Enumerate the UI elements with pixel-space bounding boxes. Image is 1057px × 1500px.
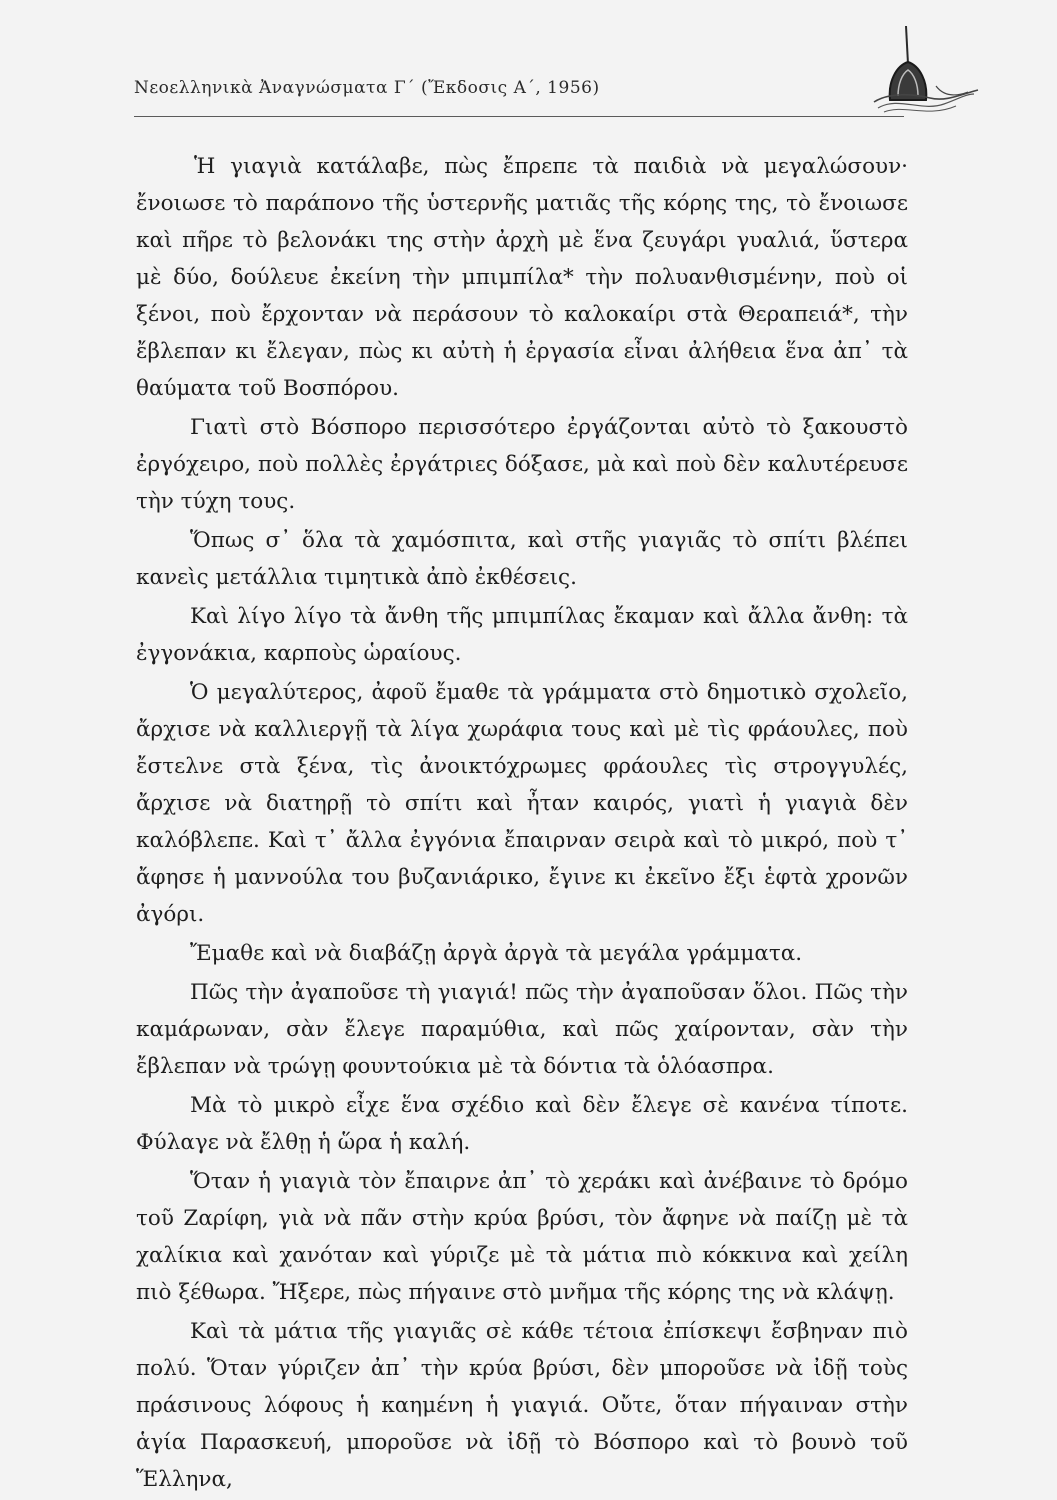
- paragraph: Ἔμαθε καὶ νὰ διαβάζῃ ἀργὰ ἀργὰ τὰ μεγάλα γράμματα.: [190, 941, 803, 966]
- ink-stamp-icon: [870, 24, 980, 128]
- header-rule: [134, 116, 904, 117]
- running-header: [134, 78, 904, 106]
- paragraph: Πῶς τὴν ἀγαποῦσε τὴ γιαγιά! πῶς τὴν ἀγαποῦσαν ὅλοι. Πῶς τὴν καμάρωναν, σὰν ἔλεγε παραμύθια, καὶ πῶς χαίρονταν, σὰν τὴν ἔβλεπαν νὰ τρώγῃ φουντούκια μὲ τὰ δόντια τὰ ὁλόασπρα.: [136, 980, 908, 1079]
- body-text: [136, 148, 908, 1500]
- paragraph: Καὶ λίγο λίγο τὰ ἄνθη τῆς μπιμπίλας ἔκαμαν καὶ ἄλλα ἄνθη: τὰ ἐγγονάκια, καρποὺς ὡραίους.: [136, 604, 908, 666]
- paragraph: Γιατὶ στὸ Βόσπορο περισσότερο ἐργάζονται αὐτὸ τὸ ξακουστὸ ἐργόχειρο, ποὺ πολλὲς ἐργάτριες δόξασε, μὰ καὶ ποὺ δὲν καλυτέρευσε τὴν τύχη τους.: [136, 415, 908, 514]
- paragraph: Μὰ τὸ μικρὸ εἶχε ἕνα σχέδιο καὶ δὲν ἔλεγε σὲ κανένα τίποτε. Φύλαγε νὰ ἔλθῃ ἡ ὥρα ἡ καλή.: [136, 1093, 908, 1155]
- running-title: Νεοελληνικὰ Ἀναγνώσματα Γ΄ (Ἔκδοσις Α΄, 1956): [134, 78, 600, 98]
- paragraph: Καὶ τὰ μάτια τῆς γιαγιᾶς σὲ κάθε τέτοια ἐπίσκεψι ἔσβηναν πιὸ πολύ. Ὅταν γύριζεν ἀπ᾽ τὴν κρύα βρύσι, δὲν μποροῦσε νὰ ἰδῇ τοὺς πράσινους λόφους ἡ καημένη ἡ γιαγιά. Οὔτε, ὅταν πήγαιναν στὴν ἁγία Παρασκευή, μποροῦσε νὰ ἰδῇ τὸ Βόσπορο καὶ τὸ βουνὸ τοῦ Ἕλληνα,: [136, 1319, 908, 1492]
- paragraph: Ὁ μεγαλύτερος, ἀφοῦ ἔμαθε τὰ γράμματα στὸ δημοτικὸ σχολεῖο, ἄρχισε νὰ καλλιεργῇ τὰ λίγα χωράφια τους καὶ μὲ τὶς φράουλες, ποὺ ἔστελνε στὰ ξένα, τὶς ἀνοικτόχρωμες φράουλες τὶς στρογγυλές, ἄρχισε νὰ διατηρῇ τὸ σπίτι καὶ ἦταν καιρός, γιατὶ ἡ γιαγιὰ δὲν καλόβλεπε. Καὶ τ᾽ ἄλλα ἐγγόνια ἔπαιρναν σειρὰ καὶ τὸ μικρό, ποὺ τ᾽ ἄφησε ἡ μαννούλα του βυζανιάρικο, ἔγινε κι ἐκεῖνο ἔξι ἑφτὰ χρονῶν ἀγόρι.: [136, 680, 908, 927]
- paragraph: Ὅπως σ᾽ ὅλα τὰ χαμόσπιτα, καὶ στῆς γιαγιᾶς τὸ σπίτι βλέπει κανεὶς μετάλλια τιμητικὰ ἀπὸ ἐκθέσεις.: [136, 528, 908, 590]
- paragraph: Ἡ γιαγιὰ κατάλαβε, πὼς ἔπρεπε τὰ παιδιὰ νὰ μεγαλώσουν· ἔνοιωσε τὸ παράπονο τῆς ὑστερνῆς ματιᾶς τῆς κόρης της, τὸ ἔνοιωσε καὶ πῆρε τὸ βελονάκι της στὴν ἀρχὴ μὲ ἕνα ζευγάρι γυαλιά, ὕστερα μὲ δύο, δούλευε ἐκείνη τὴν μπιμπίλα* τὴν πολυανθισμένην, ποὺ οἱ ξένοι, ποὺ ἔρχονταν νὰ περάσουν τὸ καλοκαίρι στὰ Θεραπειά*, τὴν ἔβλεπαν κι ἔλεγαν, πὼς κι αὐτὴ ἡ ἐργασία εἶναι ἀλήθεια ἕνα ἀπ᾽ τὰ θαύματα τοῦ Βοσπόρου.: [136, 154, 908, 401]
- paragraph: Ὅταν ἡ γιαγιὰ τὸν ἔπαιρνε ἀπ᾽ τὸ χεράκι καὶ ἀνέβαινε τὸ δρόμο τοῦ Ζαρίφη, γιὰ νὰ πᾶν στὴν κρύα βρύσι, τὸν ἄφηνε νὰ παίζῃ μὲ τὰ χαλίκια καὶ χανόταν καὶ γύριζε μὲ τὰ μάτια πιὸ κόκκινα καὶ χείλη πιὸ ξέθωρα. Ἤξερε, πὼς πήγαινε στὸ μνῆμα τῆς κόρης της νὰ κλάψῃ.: [136, 1169, 908, 1305]
